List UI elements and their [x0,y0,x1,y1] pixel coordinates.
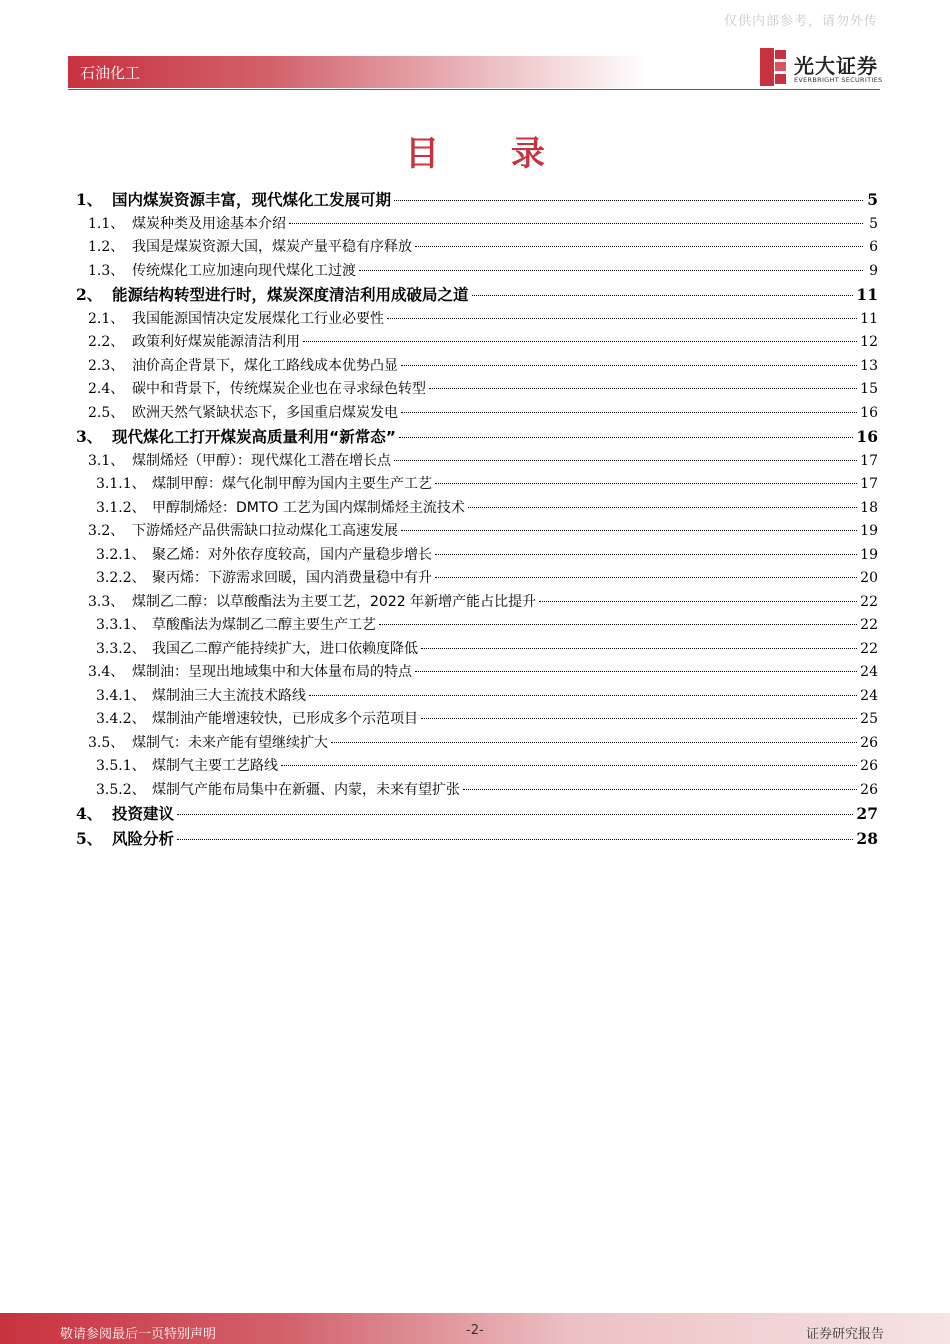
toc-entry-title: 煤制气：未来产能有望继续扩大 [132,734,328,751]
toc-entry-title: 碳中和背景下，传统煤炭企业也在寻求绿色转型 [132,381,426,397]
everbright-logo-icon [760,48,788,86]
toc-entry-number: 3.3.1、 [96,617,146,633]
toc-dot-leader [415,246,863,247]
toc-entry[interactable] [76,497,878,521]
toc-entry-number: 3.2.2、 [96,570,146,586]
header-band [68,56,648,88]
toc-dot-leader [331,742,857,743]
toc-entry-title: 国内煤炭资源丰富，现代煤化工发展可期 [112,191,392,209]
toc-entry[interactable] [76,355,878,379]
toc-entry-page: 19 [860,523,878,539]
toc-entry-page: 18 [860,499,878,516]
toc-dot-leader [435,554,857,555]
toc-entry-page: 11 [856,285,878,304]
toc-entry-number: 3.5、 [88,734,125,751]
toc-dot-leader [394,200,863,201]
toc-entry[interactable] [76,402,878,426]
toc-dot-leader [394,460,857,461]
toc-entry-page: 15 [860,381,878,397]
toc-entry-title: 煤制乙二醇：以草酸酯法为主要工艺，2022 年新增产能占比提升 [132,593,537,610]
toc-dot-leader [289,223,863,224]
toc-entry-number: 3.5.1、 [96,758,146,774]
toc-entry-page: 22 [860,640,878,657]
toc-entry-number: 3.4、 [88,664,125,680]
footer-disclaimer: 敬请参阅最后一页特别声明 [60,1327,217,1342]
toc-dot-leader [463,789,857,790]
table-of-contents [76,188,878,851]
toc-dot-leader [303,341,857,342]
toc-entry[interactable] [76,544,878,568]
toc-dot-leader [177,839,853,840]
toc-entry[interactable] [76,732,878,756]
toc-entry-number: 3.3、 [88,593,125,610]
toc-entry[interactable] [76,308,878,332]
toc-entry[interactable] [76,283,878,308]
toc-entry-title: 现代煤化工打开煤炭高质量利用“新常态” [112,428,396,446]
toc-dot-leader [309,695,857,696]
toc-entry-page: 22 [860,617,878,633]
toc-entry[interactable] [76,378,878,402]
toc-entry-number: 4、 [76,804,103,823]
toc-entry[interactable] [76,450,878,474]
toc-dot-leader [379,624,857,625]
footer-report-type: 证券研究报告 [805,1327,884,1342]
page-title: 目 录 [405,134,575,174]
toc-entry-number: 2.1、 [88,310,125,327]
toc-entry-page: 24 [860,687,878,704]
toc-entry-title: 政策利好煤炭能源清洁利用 [132,334,300,350]
toc-entry-title: 能源结构转型进行时，煤炭深度清洁利用成破局之道 [112,286,469,304]
toc-entry-number: 2.2、 [88,334,125,350]
toc-entry-title: 煤制油三大主流技术路线 [152,687,306,704]
toc-dot-leader [468,507,857,508]
toc-entry[interactable] [76,638,878,662]
toc-entry-page: 5 [869,215,878,232]
watermark: 仅供内部参考，请勿外传 [723,14,878,29]
toc-dot-leader [401,412,857,413]
toc-entry-title: 甲醇制烯烃：DMTO 工艺为国内煤制烯烃主流技术 [152,499,465,516]
toc-entry-title: 投资建议 [112,805,175,823]
toc-entry-page: 5 [867,190,878,209]
toc-entry[interactable] [76,236,878,260]
toc-entry[interactable] [76,331,878,355]
toc-entry-number: 1.1、 [88,215,125,232]
toc-entry[interactable] [76,802,878,827]
toc-entry-number: 1、 [76,190,103,209]
toc-entry[interactable] [76,425,878,450]
toc-dot-leader [472,295,854,296]
toc-entry-page: 6 [869,239,878,255]
toc-entry-number: 3.5.2、 [96,781,146,798]
toc-entry-page: 22 [860,593,878,610]
toc-entry-number: 2.3、 [88,357,125,374]
toc-dot-leader [435,483,857,484]
section-label: 石油化工 [80,64,141,82]
toc-dot-leader [421,648,857,649]
toc-dot-leader [421,718,857,719]
toc-dot-leader [399,437,854,438]
toc-entry-number: 3.4.2、 [96,711,146,727]
toc-entry-title: 风险分析 [112,829,175,848]
footer-page-number: -2- [466,1323,484,1338]
toc-entry-number: 3.3.2、 [96,640,146,657]
toc-entry[interactable] [76,567,878,591]
toc-entry-number: 2、 [76,285,103,304]
toc-entry-number: 3、 [76,427,103,446]
toc-entry[interactable] [76,591,878,615]
toc-entry[interactable] [76,473,878,497]
toc-entry-page: 12 [860,334,878,350]
toc-dot-leader [177,814,853,815]
toc-entry[interactable] [76,827,878,852]
toc-entry[interactable] [76,779,878,803]
toc-entry[interactable] [76,708,878,732]
toc-entry-title: 煤制甲醇：煤气化制甲醇为国内主要生产工艺 [152,476,432,492]
toc-entry-title: 草酸酯法为煤制乙二醇主要生产工艺 [152,617,376,633]
toc-dot-leader [429,388,857,389]
toc-dot-leader [359,270,863,271]
toc-entry-number: 5、 [76,828,103,848]
toc-entry-number: 3.2、 [88,523,125,539]
toc-entry[interactable] [76,614,878,638]
toc-entry[interactable] [76,260,878,284]
toc-entry[interactable] [76,685,878,709]
toc-entry[interactable] [76,188,878,213]
toc-dot-leader [539,601,857,602]
toc-entry-title: 煤制烯烃（甲醇）：现代煤化工潜在增长点 [132,452,391,469]
toc-dot-leader [415,671,857,672]
toc-entry-page: 20 [860,570,878,586]
toc-entry-title: 煤炭种类及用途基本介绍 [132,215,286,232]
toc-entry-title: 欧洲天然气紧缺状态下，多国重启煤炭发电 [132,404,398,421]
header-divider [68,89,880,90]
toc-entry-number: 3.2.1、 [96,546,146,563]
toc-entry-page: 27 [856,804,878,823]
toc-entry-page: 26 [860,781,878,798]
toc-entry-title: 煤制油产能增速较快，已形成多个示范项目 [152,711,418,727]
logo [760,48,890,88]
toc-entry[interactable] [76,213,878,237]
toc-entry-title: 我国乙二醇产能持续扩大，进口依赖度降低 [152,640,418,657]
toc-dot-leader [281,765,857,766]
toc-entry-number: 2.5、 [88,404,125,421]
toc-entry-title: 聚丙烯：下游需求回暖，国内消费量稳中有升 [152,570,432,586]
toc-entry[interactable] [76,661,878,685]
toc-entry-page: 26 [860,734,878,751]
toc-entry-number: 3.1、 [88,452,125,469]
toc-entry-number: 1.2、 [88,239,125,255]
toc-dot-leader [435,577,857,578]
toc-entry-page: 28 [856,828,878,848]
toc-entry-page: 16 [856,427,878,446]
toc-entry-number: 3.1.2、 [96,499,146,516]
toc-entry-number: 1.3、 [88,262,125,279]
toc-entry-number: 2.4、 [88,381,125,397]
toc-entry-page: 13 [860,357,878,374]
toc-entry-number: 3.1.1、 [96,476,146,492]
toc-entry-page: 24 [860,664,878,680]
toc-entry-title: 煤制气产能布局集中在新疆、内蒙，未来有望扩张 [152,781,460,798]
toc-entry-page: 17 [860,476,878,492]
toc-entry-page: 16 [860,404,878,421]
footer-band [0,1313,950,1344]
toc-dot-leader [401,530,857,531]
toc-entry[interactable] [76,755,878,779]
logo-text-en: EVERBRIGHT SECURITIES [794,76,883,84]
toc-entry-title: 传统煤化工应加速向现代煤化工过渡 [132,262,356,279]
toc-entry-page: 25 [860,711,878,727]
toc-entry-page: 17 [860,452,878,469]
toc-entry-number: 3.4.1、 [96,687,146,704]
toc-entry-page: 11 [860,310,878,327]
toc-entry-page: 9 [869,262,878,279]
toc-entry-title: 油价高企背景下，煤化工路线成本优势凸显 [132,357,398,374]
toc-entry-title: 煤制气主要工艺路线 [152,758,278,774]
toc-entry-title: 聚乙烯：对外依存度较高，国内产量稳步增长 [152,546,432,563]
toc-entry[interactable] [76,520,878,544]
toc-entry-title: 我国是煤炭资源大国，煤炭产量平稳有序释放 [132,239,412,255]
toc-dot-leader [401,365,857,366]
toc-entry-title: 我国能源国情决定发展煤化工行业必要性 [132,310,384,327]
toc-entry-title: 煤制油：呈现出地域集中和大体量布局的特点 [132,664,412,680]
toc-dot-leader [387,318,857,319]
toc-entry-page: 19 [860,546,878,563]
toc-entry-page: 26 [860,758,878,774]
toc-entry-title: 下游烯烃产品供需缺口拉动煤化工高速发展 [132,523,398,539]
logo-text-cn: 光大证券 [794,54,878,78]
